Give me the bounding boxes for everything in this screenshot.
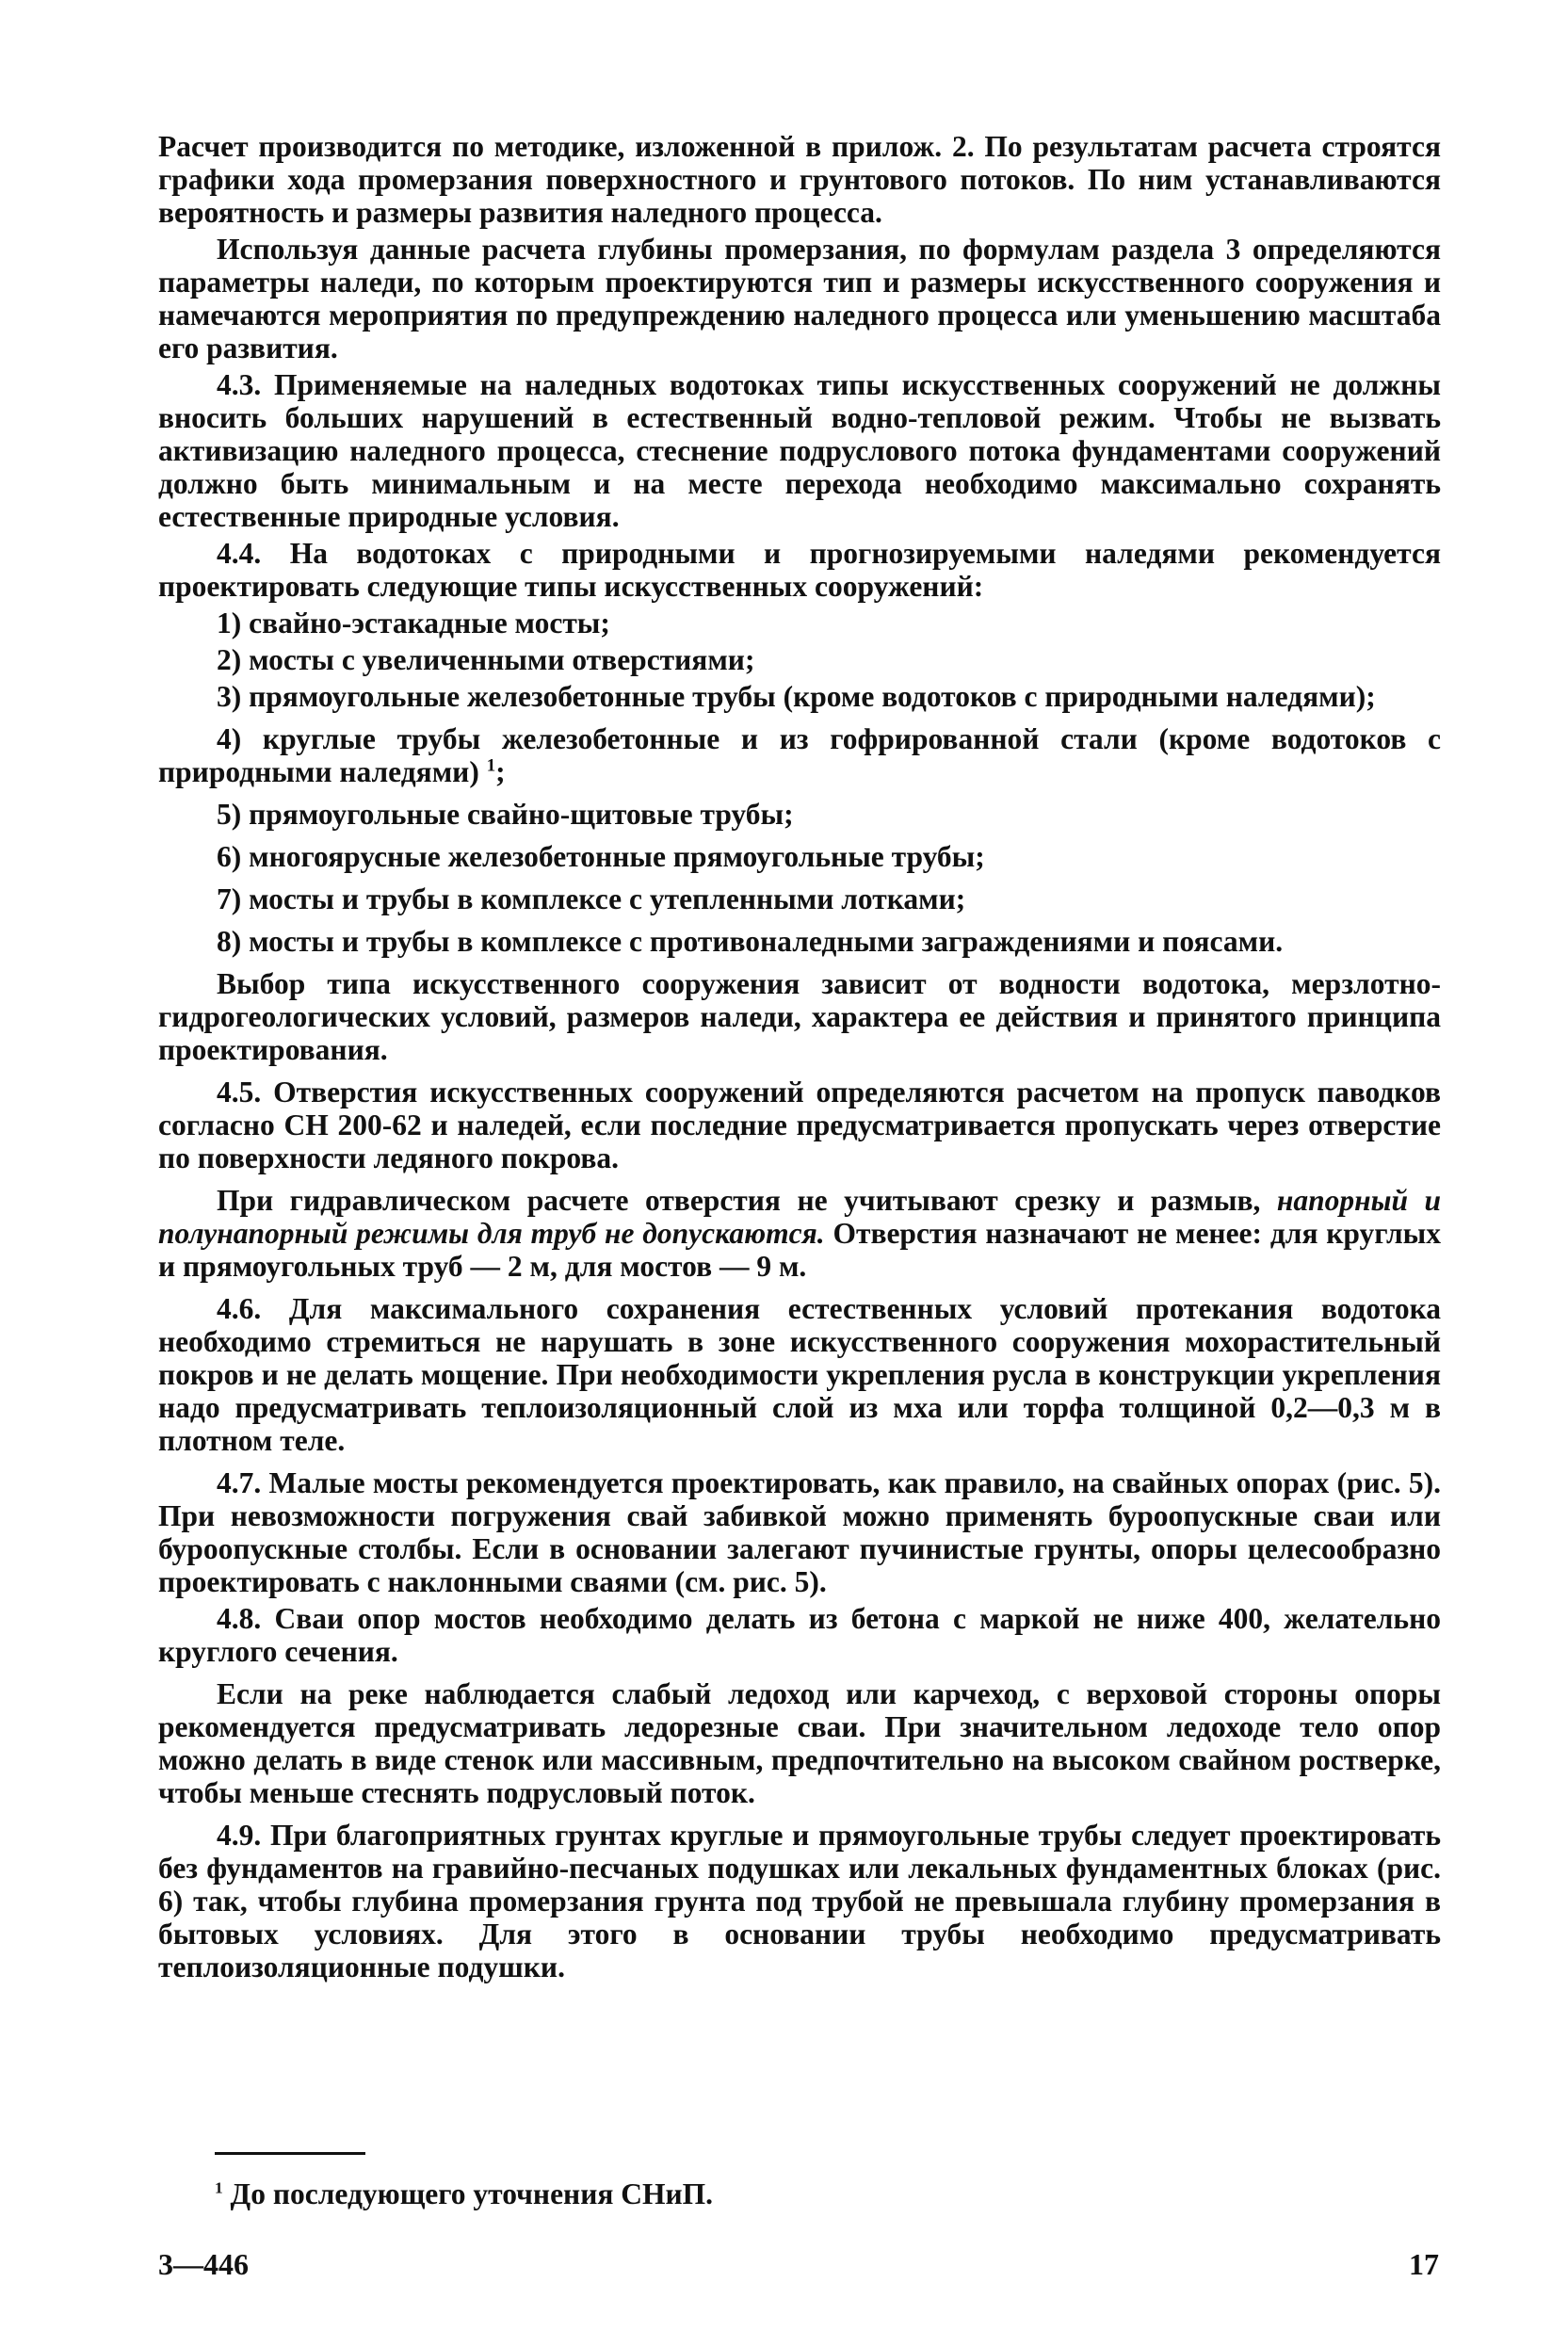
paragraph-choice: Выбор типа искусственного сооружения зависит от водности водотока, мерзлотно-гидрогеологических условий, размеров наледи, характера ее действия и принятого принципа проектирования. (158, 967, 1441, 1066)
hydraulic-text-a: При гидравлическом расчете отверстия не учитывают срезку и размыв, (217, 1184, 1261, 1217)
page-number: 17 (1409, 2247, 1439, 2281)
footnote-mark: 1 (215, 2178, 223, 2197)
hydraulic-text-c: Отверстия назначают не менее: для круглых и прямоугольных труб — 2 м, для мостов — 9 м. (158, 1217, 1442, 1283)
list-item: 2) мосты с увеличенными отверстиями; (217, 643, 755, 676)
sheet-code: 3—446 (158, 2247, 249, 2281)
body-text (158, 130, 1441, 1987)
list-item: 6) многоярусные железобетонные прямоугольные трубы; (217, 840, 985, 873)
paragraph-4-9: 4.9. При благоприятных грунтах круглые и прямоугольные трубы следует проектировать без фундаментов на гравийно-песчаных подушках или лекальных фундаментных блоках (рис. 6) так, чтобы глубина промерзания грунта под трубой не превышала глубину промерзания в бытовых условиях. Для этого в основании трубы необходимо предусматривать теплоизоляционные подушки. (158, 1819, 1441, 1983)
footnote-reference: 1 (486, 755, 496, 776)
list-item (158, 722, 1441, 788)
paragraph-parameters: Используя данные расчета глубины промерзания, по формулам раздела 3 определяются параметры наледи, по которым проектируются тип и размеры искусственного сооружения и намечаются мероприятия по предупреждению наледного процесса или уменьшению масштаба его развития. (158, 233, 1441, 364)
paragraph-4-5: 4.5. Отверстия искусственных сооружений определяются расчетом на пропуск паводков согласно СН 200-62 и наледей, если последние предусматривается пропускать через отверстие по поверхности ледяного покрова. (158, 1076, 1441, 1174)
list-item: 5) прямоугольные свайно-щитовые трубы; (217, 798, 794, 831)
list-item: 8) мосты и трубы в комплексе с противоналедными заграждениями и поясами. (217, 925, 1284, 958)
paragraph-calculation: Расчет производится по методике, изложенной в прилож. 2. По результатам расчета строятся графики хода промерзания поверхностного и грунтового потоков. По ним устанавливаются вероятность и размеры развития наледного процесса. (158, 130, 1441, 229)
list-item: 1) свайно-эстакадные мосты; (217, 607, 610, 639)
footnote-text: До последующего уточнения СНиП. (230, 2177, 714, 2210)
list-item-tail: ; (495, 755, 506, 788)
list-item: 7) мосты и трубы в комплексе с утепленными лотками; (217, 882, 966, 915)
footnote-divider (215, 2152, 365, 2155)
paragraph-ice: Если на реке наблюдается слабый ледоход или карчеход, с верховой стороны опоры рекомендуется предусматривать ледорезные сваи. При значительном ледоходе тело опор можно делать в виде стенок или массивным, предпочтительно на высоком свайном ростверке, чтобы меньше стеснять подрусловый поток. (158, 1677, 1441, 1809)
paragraph-4-8: 4.8. Сваи опор мостов необходимо делать из бетона с маркой не ниже 400, желательно круглого сечения. (158, 1602, 1441, 1668)
hydraulic-text-italic: напорный и полунапорный режимы для труб не допускаются. (158, 1184, 1441, 1250)
paragraph-hydraulic (158, 1184, 1441, 1283)
paragraph-4-6: 4.6. Для максимального сохранения естественных условий протекания водотока необходимо стремиться не нарушать в зоне искусственного сооружения мохорастительный покров и не делать мощение. При необходимости укрепления русла в конструкции укрепления надо предусматривать теплоизоляционный слой из мха или торфа толщиной 0,2—0,3 м в плотном теле. (158, 1292, 1441, 1457)
list-item-text: 4) круглые трубы железобетонные и из гофрированной стали (кроме водотоков с природными наледями) (158, 722, 1441, 788)
paragraph-4-3: 4.3. Применяемые на наледных водотоках типы искусственных сооружений не должны вносить больших нарушений в естественный водно-тепловой режим. Чтобы не вызвать активизацию наледного процесса, стеснение подруслового потока фундаментами сооружений должно быть минимальным и на месте перехода необходимо максимально сохранять естественные природные условия. (158, 368, 1441, 533)
paragraph-4-4: 4.4. На водотоках с природными и прогнозируемыми наледями рекомендуется проектировать следующие типы искусственных сооружений: (158, 537, 1441, 603)
footnote (215, 2177, 1439, 2211)
list-item: 3) прямоугольные железобетонные трубы (кроме водотоков с природными наледями); (217, 680, 1376, 713)
paragraph-4-7: 4.7. Малые мосты рекомендуется проектировать, как правило, на свайных опорах (рис. 5). При невозможности погружения свай забивкой можно применять буроопускные сваи или буроопускные столбы. Если в основании залегают пучинистые грунты, опоры целесообразно проектировать с наклонными сваями (см. рис. 5). (158, 1466, 1441, 1598)
